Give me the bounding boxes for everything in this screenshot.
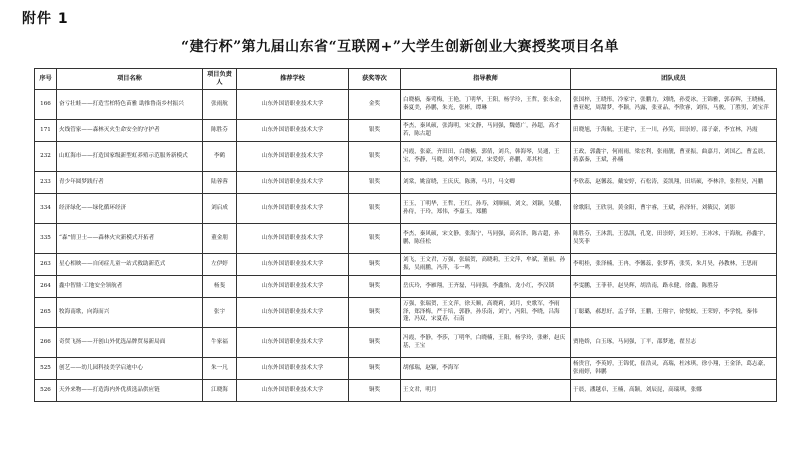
cell-advisors: 王玉，丁明华，王哲，王红，孙寿，刘顺硕，刘文，刘颖，吴播，孙侍，于玲，郑伟，李嘉玉，郑鹏	[401, 194, 571, 224]
cell-project-name: 星心相映——自闭症儿童一站式救助新范式	[57, 254, 203, 276]
cell-advisors: 李杰，秦风硕，张海明，宋文静，马同强，魏德广，孙超，高才若，陈古超	[401, 120, 571, 142]
cell-no: 232	[35, 142, 57, 172]
cell-no: 334	[35, 194, 57, 224]
cell-advisors: 李杰，秦风硕，宋文静，张海宁，马同强，高名泽，陈古超，孙鹏，陈佳松	[401, 224, 571, 254]
table-row	[35, 254, 777, 276]
table-row	[35, 90, 777, 120]
cell-school: 山东外国语职业技术大学	[237, 120, 349, 142]
cell-leader: 陆蓉蓉	[203, 172, 237, 194]
cell-no: 526	[35, 380, 57, 402]
page-title: “建行杯”第九届山东省“互联网+”大学生创新创业大赛授奖项目名单	[181, 39, 619, 55]
header-no: 序号	[35, 69, 57, 90]
table-row	[35, 120, 777, 142]
cell-members: 李明桂，张泽楠，王冉，李馨蕊，张梦苒，张笑，朱月昊，孙教林，王思雨	[571, 254, 777, 276]
cell-school: 山东外国语职业技术大学	[237, 380, 349, 402]
cell-no: 166	[35, 90, 57, 120]
cell-advisors: 冯霞，张豪，齐田田，白晓楠，郭倩，刘兵，韩海琴，吴通，王宝，李静，马晓，刘华兴，刘双，宋爱婷，孙鹏，邓其柱	[401, 142, 571, 172]
cell-advisors: 刘飞，王文君，万强，张瑞贺，高晓莉，王文萍，牟斌，董丽，孙振，吴雨鹏，冯萍，韦一鸣	[401, 254, 571, 276]
cell-leader: 杨斐	[203, 276, 237, 298]
cell-leader: 朱一凡	[203, 358, 237, 380]
table-row	[35, 328, 777, 358]
cell-no: 263	[35, 254, 57, 276]
cell-no: 266	[35, 328, 57, 358]
cell-advisors: 万强，张瑞贺，王文萍，徐天顺，高晓莉，刘月，史歌军，李雨泽，郑泽梅，严于培，郭静，孙乐南，刘宁，冯阳，李晓，吕海蓬，冯双，宋夏春，石南	[401, 298, 571, 328]
cell-project-name: 火线管家——森林灭火生命安全的守护者	[57, 120, 203, 142]
header-advisors: 指导教师	[401, 69, 571, 90]
header-school: 推荐学校	[237, 69, 349, 90]
cell-members: 王政，郭鑫宇，何雨雨，梁宏利，张雨靓，曹亚振，曲嘉月，刘国乙，曹孟晨，蒋嘉秦，王斌，孙楠	[571, 142, 777, 172]
cell-leader: 江晓海	[203, 380, 237, 402]
cell-leader: 董金朋	[203, 224, 237, 254]
table-row	[35, 380, 777, 402]
cell-school: 山东外国语职业技术大学	[237, 328, 349, 358]
table-row	[35, 358, 777, 380]
header-project-name: 项目名称	[57, 69, 203, 90]
cell-members: 张国梓，王晓彤，冷家宇，张鹏力，刘晓，孙爱冰，王锦雅，郭春辉，王晓楠，曹亚妮，周甜梦，李颖，冯露，张亚品，李欣睿，刘伟，马骏，丁胜男，刘宝萍	[571, 90, 777, 120]
cell-award: 金奖	[349, 90, 401, 120]
cell-school: 山东外国语职业技术大学	[237, 224, 349, 254]
cell-project-name: 天外来物——打造海内外优质选品供应链	[57, 380, 203, 402]
cell-award: 银奖	[349, 172, 401, 194]
cell-award: 铜奖	[349, 380, 401, 402]
table-row	[35, 224, 777, 254]
cell-members: 陈胜芬，王沐凯，王泓凯，孔宽，田崇婷，刘玉婷，王冰冰，于海航，孙鑫宇，吴笑菲	[571, 224, 777, 254]
cell-award: 银奖	[349, 142, 401, 172]
table-row	[35, 142, 777, 172]
cell-school: 山东外国语职业技术大学	[237, 254, 349, 276]
cell-members: 丁聪璐，郝思好，孟子铎，王鹏，王翔宇，徐悦蛟，王荣婷，李学悦，秦伟	[571, 298, 777, 328]
cell-project-name: 奇贸飞扬——开创山外优选品牌贸易新局面	[57, 328, 203, 358]
cell-advisors: 刘棠，姚富晓，王庆庆，陈薄，马月，马文卿	[401, 172, 571, 194]
cell-project-name: 牧海南歌，向海而兴	[57, 298, 203, 328]
cell-members: 杨贵宫，李英婷，王锦优，崔浩灵，高瑞，杜冰琪，徐小翔，王金泽，葛志豪，张雨婷，韩鹏	[571, 358, 777, 380]
table-header-row	[35, 69, 777, 90]
table-row	[35, 172, 777, 194]
header-award: 获奖等次	[349, 69, 401, 90]
cell-award: 银奖	[349, 224, 401, 254]
cell-school: 山东外国语职业技术大学	[237, 298, 349, 328]
cell-advisors: 冯霞，李静，李莎，丁明华，白晓楠，王阳，杨学玲，张彬，赵庆基，王宝	[401, 328, 571, 358]
cell-school: 山东外国语职业技术大学	[237, 172, 349, 194]
table-row	[35, 194, 777, 224]
cell-leader: 刘启成	[203, 194, 237, 224]
cell-leader: 张宇	[203, 298, 237, 328]
cell-no: 525	[35, 358, 57, 380]
cell-members: 田晓旭，于海航，王建宇，王一川，孙笑，田崇婷，邵子豪，李宜林，冯霞	[571, 120, 777, 142]
cell-no: 171	[35, 120, 57, 142]
table-row	[35, 298, 777, 328]
cell-award: 铜奖	[349, 276, 401, 298]
cell-project-name: “森”情卫士——森林火灾新模式开拓者	[57, 224, 203, 254]
cell-project-name: 经济绿化——绿化循环经济	[57, 194, 203, 224]
cell-members: 贾艳娇，白玉琢，马同强，丁平，邵梦迪，翟昱志	[571, 328, 777, 358]
cell-project-name: 创艺——幼儿园科技美学启迪中心	[57, 358, 203, 380]
cell-project-name: 奋亏壮蛙——打造雪柏特色苗雅 助推鲁南乡村振兴	[57, 90, 203, 120]
cell-award: 铜奖	[349, 358, 401, 380]
cell-award: 铜奖	[349, 254, 401, 276]
cell-school: 山东外国语职业技术大学	[237, 142, 349, 172]
attachment-label: 附件 1	[22, 11, 69, 27]
table-row	[35, 276, 777, 298]
cell-school: 山东外国语职业技术大学	[237, 90, 349, 120]
cell-members: 李欣蕊，赵馨蕊，戴安婷，石松涛，姜凯翔，田培硕，李林洋，张程昊，冯鹏	[571, 172, 777, 194]
cell-award: 铜奖	[349, 298, 401, 328]
cell-no: 264	[35, 276, 57, 298]
cell-no: 265	[35, 298, 57, 328]
cell-no: 233	[35, 172, 57, 194]
header-leader: 项目负责人	[203, 69, 237, 90]
cell-school: 山东外国语职业技术大学	[237, 358, 349, 380]
cell-advisors: 岳庆玲，李雁翔，王齐磊，马同强，李鑫怡，龙小红，李汉锁	[401, 276, 571, 298]
cell-award: 银奖	[349, 120, 401, 142]
cell-leader: 牛家福	[203, 328, 237, 358]
cell-leader: 李鹤	[203, 142, 237, 172]
award-table	[34, 68, 777, 402]
cell-project-name: 山虹海市——打造国家级新型虹养殖示范服务新模式	[57, 142, 203, 172]
cell-project-name: 青少年圆梦践行者	[57, 172, 203, 194]
cell-project-name: 鑫中智鼎·工地安全领航者	[57, 276, 203, 298]
cell-members: 李雯鹏，王菲菲，赵昊辉，胡浩南，路永健，徐鑫，陈胜芬	[571, 276, 777, 298]
cell-no: 335	[35, 224, 57, 254]
cell-leader: 张雨航	[203, 90, 237, 120]
cell-members: 徐歌阳，王欣羽，黄金阳，曹宇睿，王斌，孙泽轩，刘筱民，刘影	[571, 194, 777, 224]
cell-leader: 左伊婷	[203, 254, 237, 276]
cell-advisors: 胡郁瑞，赵颖，李海军	[401, 358, 571, 380]
cell-advisors: 王文君，明月	[401, 380, 571, 402]
cell-advisors: 白晓楠，秦莺梅，王艳，丁明华，王阳，杨学玲，王哲，张永金，秦夏美，孙鹏，朱光，张彬，谭琳	[401, 90, 571, 120]
cell-award: 银奖	[349, 194, 401, 224]
cell-members: 于晨，潘越卓，王楠，高颖，刘辰昆，高瑞琪，张娜	[571, 380, 777, 402]
header-members: 团队成员	[571, 69, 777, 90]
cell-school: 山东外国语职业技术大学	[237, 194, 349, 224]
cell-award: 铜奖	[349, 328, 401, 358]
cell-school: 山东外国语职业技术大学	[237, 276, 349, 298]
cell-leader: 陈胜芬	[203, 120, 237, 142]
